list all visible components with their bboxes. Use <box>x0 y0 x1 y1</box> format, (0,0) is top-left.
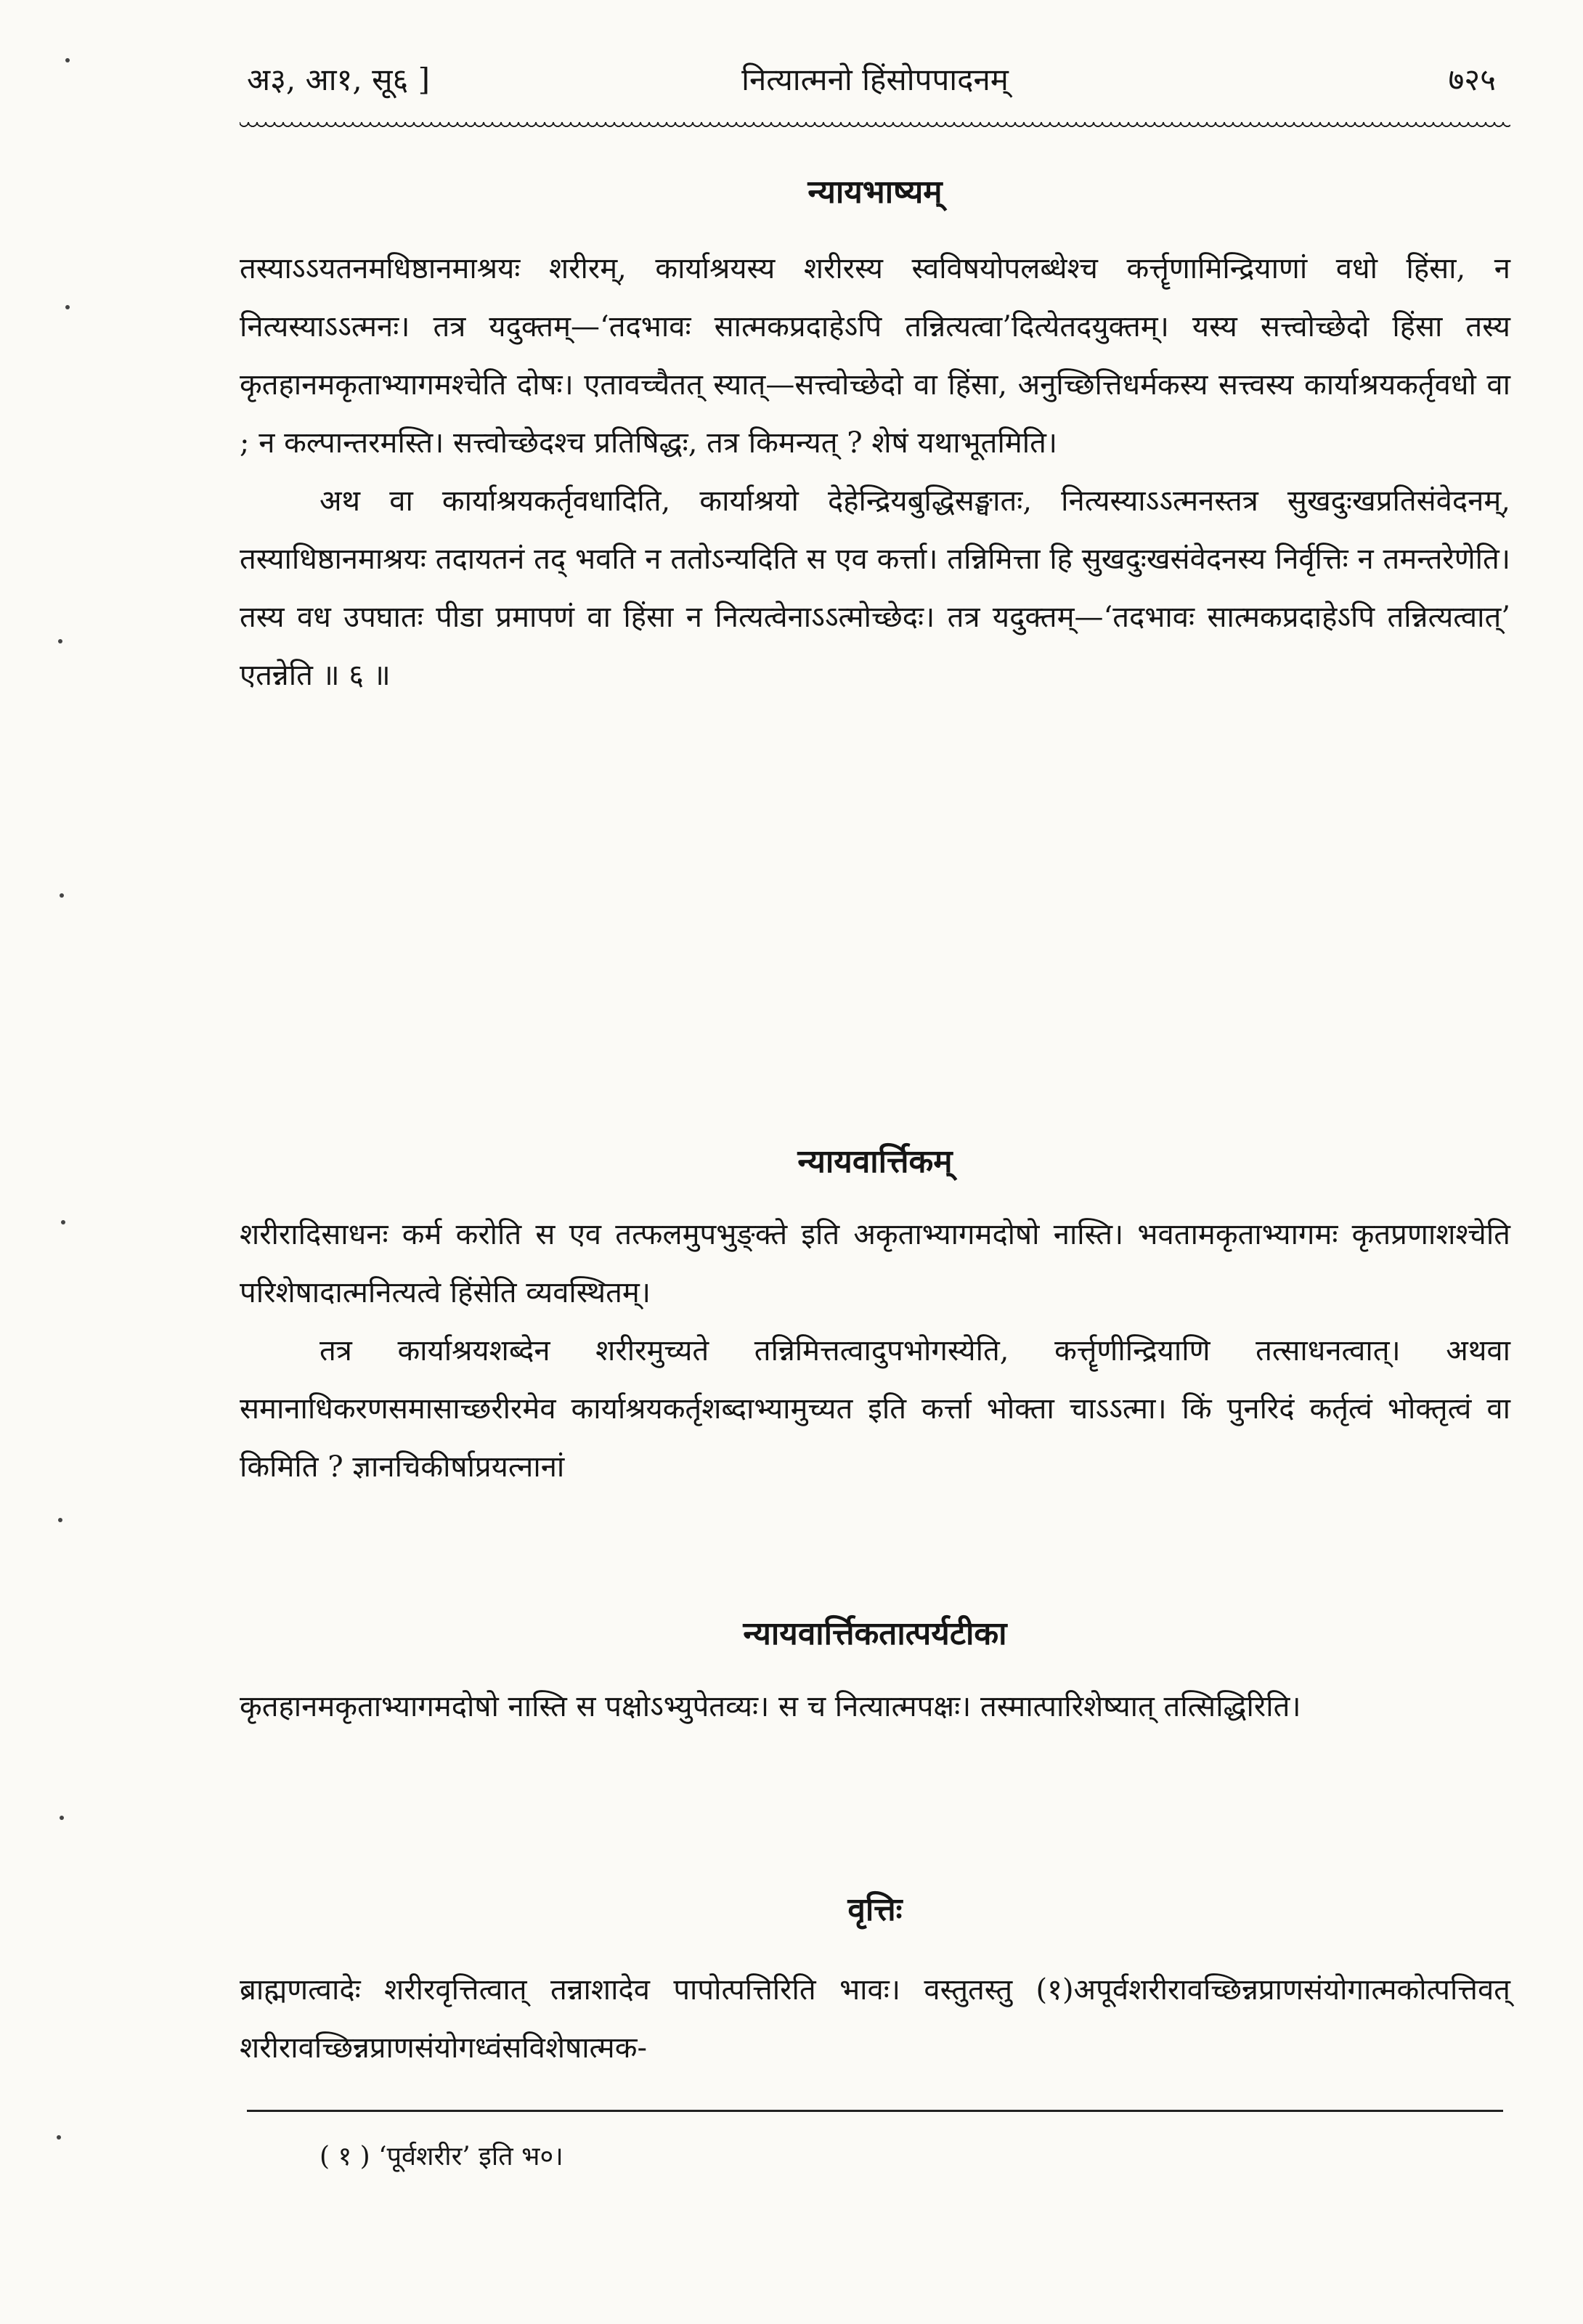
paragraph: शरीरादिसाधनः कर्म करोति स एव तत्फलमुपभुङ्क्ते इति अकृताभ्यागमदोषो नास्ति। भवतामकृताभ्यागमः कृतप्रणाशश्चेति परिशेषादात्मनित्यत्वे हिंसेति व्यवस्थितम्। <box>240 1218 1510 1309</box>
section-heading: वृत्तिः <box>847 1891 903 1928</box>
margin-speck <box>58 639 62 643</box>
paragraph: ब्राह्मणत्वादेः शरीरवृत्तित्वात् तन्नाशादेव पापोत्पत्तिरिति भावः। वस्तुतस्तु (१)अपूर्वशरीरावच्छिन्नप्राणसंयोगात्मकोत्पत्तिवत् शरीरावच्छिन्नप्राणसंयोगध्वंसविशेषात्मक- <box>240 1973 1510 2065</box>
section-vritti <box>240 1866 1510 2077</box>
page-topic-title: नित्यात्मनो हिंसोपपादनम् <box>741 62 1009 97</box>
running-head <box>240 51 1510 109</box>
paragraph: तस्याऽऽयतनमधिष्ठानमाश्रयः शरीरम्, कार्याश्रयस्य शरीरस्य स्वविषयोपलब्धेश्च कर्त्तॄणामिन्द्रियाणां वधो हिंसा, न नित्यस्याऽऽत्मनः। तत्र यदुक्तम्—‘तदभावः सात्मकप्रदाहेऽपि तन्नित्यत्वा’दित्येतदयुक्तम्। यस्य सत्त्वोच्छेदो हिंसा तस्य कृतहानमकृताभ्यागमश्चेति दोषः। एतावच्चैतत् स्यात्—सत्त्वोच्छेदो वा हिंसा, अनुच्छित्तिधर्मकस्य सत्त्वस्य कार्याश्रयकर्तृवधो वा ; न कल्पान्तरमस्ति। सत्त्वोच्छेदश्च प्रतिषिद्धः, तत्र किमन्यत् ? शेषं यथाभूतमिति। <box>240 252 1510 460</box>
paragraph: तत्र कार्याश्रयशब्देन शरीरमुच्यते तन्निमित्तत्वादुपभोगस्येति, कर्त्तॄणीन्द्रियाणि तत्साधनत्वात्। अथवा समानाधिकरणसमासाच्छरीरमेव कार्याश्रयकर्तृशब्दाभ्यामुच्यत इति कर्त्ता भोक्ता चाऽऽत्मा। किं पुनरिदं कर्तृत्वं भोक्तृत्वं वा किमिति ? ज्ञानचिकीर्षाप्रयत्नानां <box>240 1334 1510 1484</box>
footnote-divider <box>247 2110 1503 2112</box>
margin-speck <box>65 305 70 309</box>
margin-speck <box>61 1220 65 1224</box>
section-tatparya-tika <box>240 1598 1510 1736</box>
chapter-reference: अ३, आ१, सू६ ] <box>247 62 431 97</box>
section-nyaya-bhashya <box>240 153 1510 704</box>
paragraph: अथ वा कार्याश्रयकर्तृवधादिति, कार्याश्रयो देहेन्द्रियबुद्धिसङ्घातः, नित्यस्याऽऽत्मनस्तत्र सुखदुःखप्रतिसंवेदनम्, तस्याधिष्ठानमाश्रयः तदायतनं तद् भवति न ततोऽन्यदिति स एव कर्त्ता। तन्निमित्ता हि सुखदुःखसंवेदनस्य निर्वृत्तिः न तमन्तरेणेति। तस्य वध उपघातः पीडा प्रमापणं वा हिंसा न नित्यत्वेनाऽऽत्मोच्छेदः। तत्र यदुक्तम्—‘तदभावः सात्मकप्रदाहेऽपि तन्नित्यत्वात्’ एतन्नेति ॥ ६ ॥ <box>240 484 1510 692</box>
margin-speck <box>57 2135 61 2140</box>
book-page <box>240 51 1510 2273</box>
margin-speck <box>60 1816 64 1820</box>
margin-speck <box>60 893 64 898</box>
section-heading: न्यायभाष्यम् <box>807 174 943 211</box>
section-nyaya-vartika <box>240 1126 1510 1496</box>
margin-speck <box>65 58 70 62</box>
section-heading: न्यायवार्त्तिकम् <box>797 1143 953 1180</box>
margin-speck <box>58 1518 62 1522</box>
page-number: ७२५ <box>1448 62 1496 97</box>
footnote: ( १ ) ‘पूर्वशरीर’ इति भ०। <box>320 2142 563 2171</box>
wavy-header-rule <box>240 122 1510 132</box>
paragraph: कृतहानमकृताभ्यागमदोषो नास्ति स पक्षोऽभ्युपेतव्यः। स च नित्यात्मपक्षः। तस्मात्पारिशेष्यात् तत्सिद्धिरिति। <box>240 1690 1301 1723</box>
section-heading: न्यायवार्त्तिकतात्पर्यटीका <box>743 1615 1007 1652</box>
